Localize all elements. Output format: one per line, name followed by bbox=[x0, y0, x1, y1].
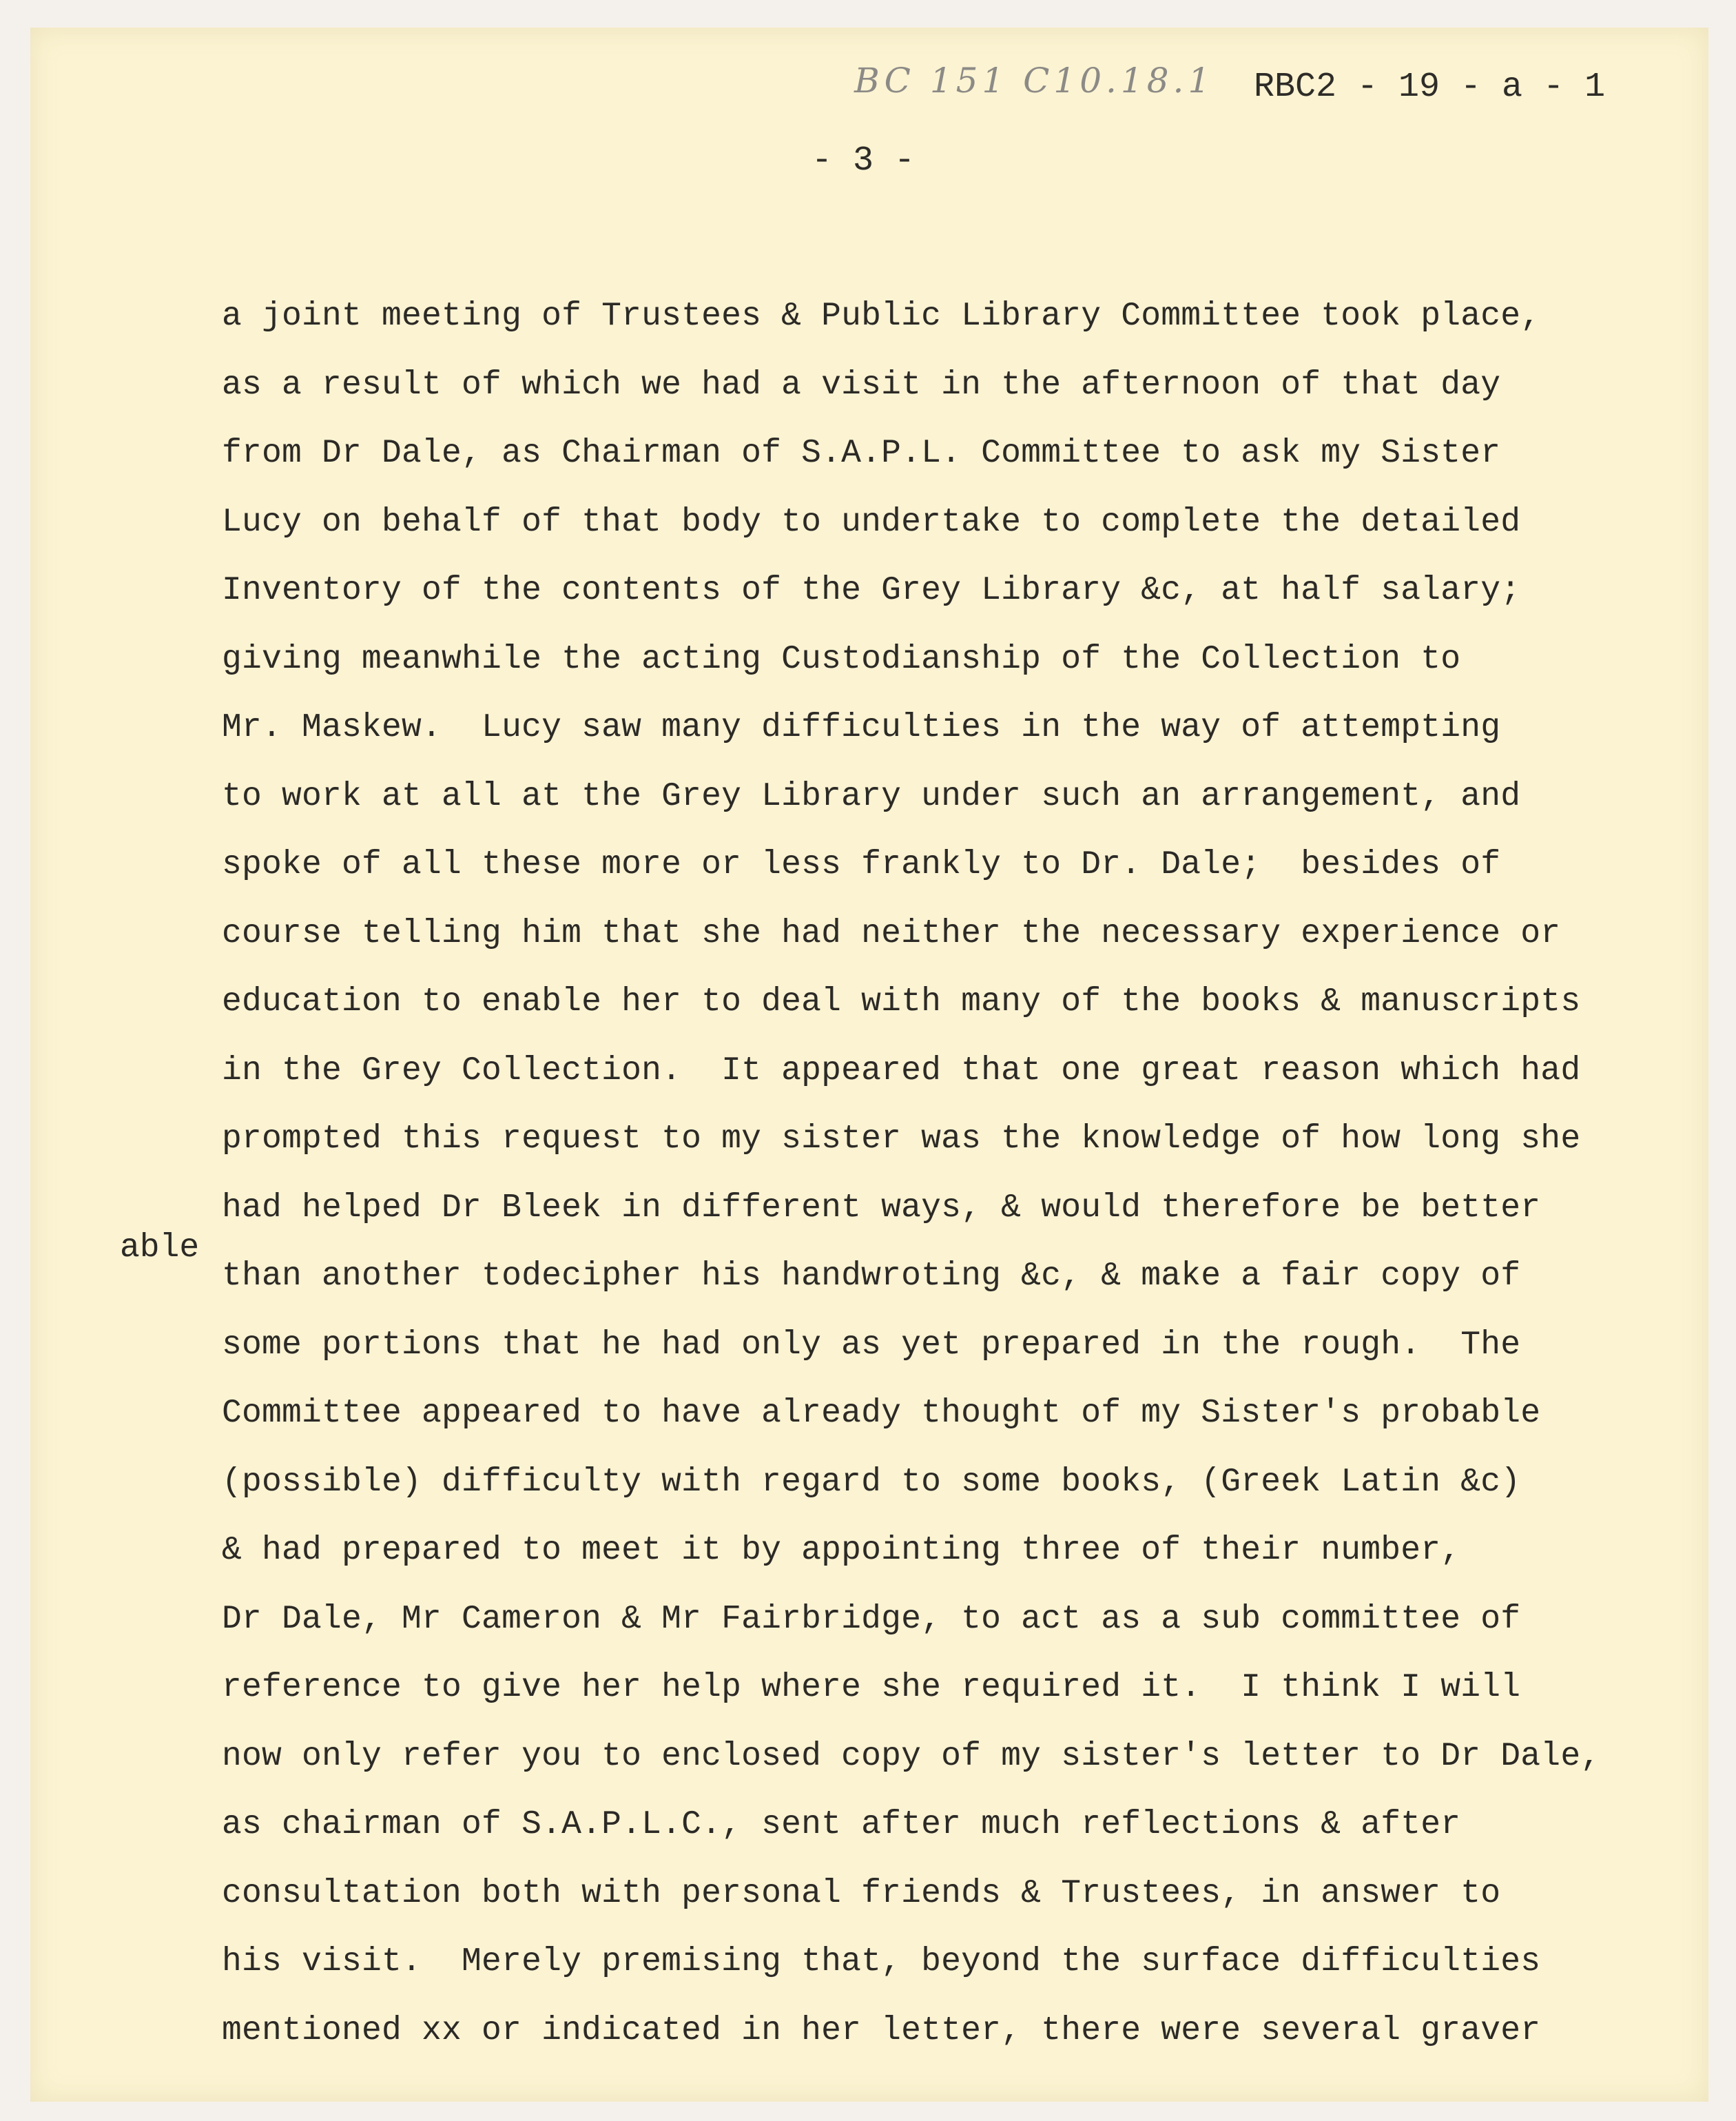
text-line-21: reference to give her help where she required it. I think I will bbox=[222, 1669, 1521, 1706]
text-line-14: had helped Dr Bleek in different ways, & would therefore be better bbox=[222, 1189, 1541, 1227]
text-line-7: Mr. Maskew. Lucy saw many difficulties in the way of attempting bbox=[222, 709, 1501, 746]
text-line-17: Committee appeared to have already thought of my Sister's probable bbox=[222, 1395, 1541, 1432]
text-line-4: Lucy on behalf of that body to undertake to complete the detailed bbox=[222, 503, 1521, 541]
text-line-23: as chairman of S.A.P.L.C., sent after much reflections & after bbox=[222, 1806, 1461, 1843]
page-number: - 3 - bbox=[812, 141, 916, 181]
reference-code: RBC2 - 19 - a - 1 bbox=[1254, 68, 1606, 107]
text-line-12: in the Grey Collection. It appeared that one great reason which had bbox=[222, 1052, 1581, 1089]
text-line-26: mentioned xx or indicated in her letter, there were several graver bbox=[222, 2011, 1541, 2049]
text-line-3: from Dr Dale, as Chairman of S.A.P.L. Committee to ask my Sister bbox=[222, 435, 1501, 472]
text-line-19: & had prepared to meet it by appointing three of their number, bbox=[222, 1532, 1461, 1569]
text-line-5: Inventory of the contents of the Grey Library &c, at half salary; bbox=[222, 572, 1521, 609]
letter-body bbox=[222, 283, 1710, 2065]
text-line-10: course telling him that she had neither the necessary experience or bbox=[222, 914, 1561, 952]
text-line-24: consultation both with personal friends & Trustees, in answer to bbox=[222, 1874, 1501, 1912]
text-line-13: prompted this request to my sister was the knowledge of how long she bbox=[222, 1120, 1581, 1158]
text-line-2: as a result of which we had a visit in the afternoon of that day bbox=[222, 366, 1501, 404]
text-line-16: some portions that he had only as yet prepared in the rough. The bbox=[222, 1326, 1521, 1364]
text-line-22: now only refer you to enclosed copy of my sister's letter to Dr Dale, bbox=[222, 1737, 1601, 1775]
text-line-18: (possible) difficulty with regard to some books, (Greek Latin &c) bbox=[222, 1463, 1521, 1501]
text-line-1: a joint meeting of Trustees & Public Library Committee took place, bbox=[222, 298, 1541, 335]
text-line-6: giving meanwhile the acting Custodianship of the Collection to bbox=[222, 640, 1461, 678]
text-line-8: to work at all at the Grey Library under such an arrangement, and bbox=[222, 777, 1521, 815]
text-line-15: than another todecipher his handwroting &c, & make a fair copy of bbox=[222, 1258, 1521, 1295]
text-line-25: his visit. Merely premising that, beyond the surface difficulties bbox=[222, 1943, 1541, 1980]
text-line-11: education to enable her to deal with many of the books & manuscripts bbox=[222, 983, 1581, 1021]
handwritten-catalog-note: BC 151 C10.18.1 bbox=[854, 61, 1215, 101]
text-line-9: spoke of all these more or less frankly to Dr. Dale; besides of bbox=[222, 846, 1501, 883]
text-line-20: Dr Dale, Mr Cameron & Mr Fairbridge, to act as a sub committee of bbox=[222, 1600, 1521, 1638]
margin-insertion-note: able bbox=[120, 1229, 200, 1267]
